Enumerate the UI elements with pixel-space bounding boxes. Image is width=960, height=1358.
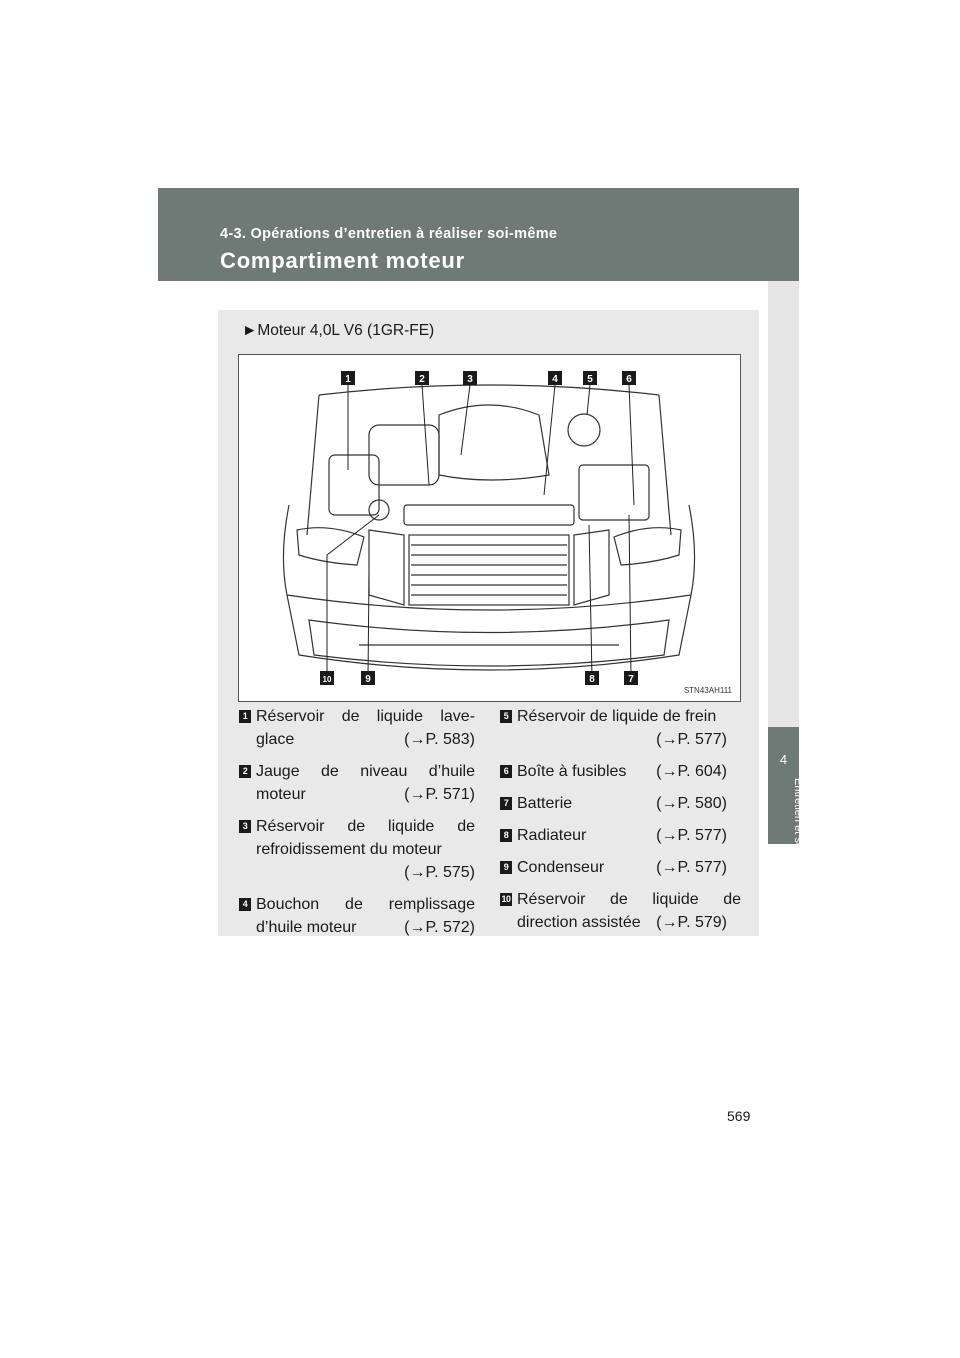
callout-8-label: 8 (589, 674, 595, 685)
item-label-cont: d’huile moteur (256, 919, 357, 936)
page-ref-link[interactable]: (→P. 577) (656, 859, 727, 876)
engine-drawing (239, 355, 740, 701)
callout-4-label: 4 (552, 374, 558, 385)
legend-item-9 (503, 856, 727, 879)
callout-7-label: 7 (628, 674, 634, 685)
callout-9-label: 9 (365, 674, 371, 685)
item-label: Batterie (517, 795, 573, 812)
item-number-badge: 7 (500, 797, 512, 810)
callout-2-label: 2 (419, 374, 425, 385)
page-title: Compartiment moteur (220, 248, 465, 273)
item-label: Condenseur (517, 859, 605, 876)
page-ref-link[interactable]: (→P. 579) (656, 914, 727, 931)
item-number-badge: 3 (239, 820, 251, 833)
item-label: Boîte à fusibles (517, 763, 627, 780)
item-label-cont: moteur (256, 786, 306, 803)
callout-lines (327, 385, 634, 678)
legend-item-1 (242, 705, 475, 751)
item-label: Bouchon de remplissage (256, 896, 475, 913)
item-number-badge: 6 (500, 765, 512, 778)
page-ref-link[interactable]: (→P. 577) (656, 731, 727, 748)
page-ref-link[interactable]: (→P. 572) (404, 919, 475, 936)
item-label: Réservoir de liquide lave- (256, 708, 475, 725)
legend-item-8 (503, 824, 727, 847)
item-number-badge: 10 (501, 894, 511, 904)
page-ref-link[interactable]: (→P. 577) (656, 827, 727, 844)
legend-item-6 (503, 760, 727, 783)
callout-3-label: 3 (467, 374, 473, 385)
legend-item-2 (242, 760, 475, 806)
item-number-badge: 5 (500, 710, 512, 723)
item-label: Radiateur (517, 827, 587, 844)
callout-6-label: 6 (626, 374, 632, 385)
legend-item-3 (242, 815, 475, 884)
chapter-title: Entretien et soins (792, 778, 804, 863)
callout-10-label: 10 (322, 675, 332, 684)
figure-code: STN43AH111 (683, 686, 732, 695)
callout-1-label: 1 (345, 374, 351, 385)
item-label-cont: refroidissement du moteur (256, 841, 442, 858)
legend-item-7 (503, 792, 727, 815)
item-label: Jauge de niveau d’huile (256, 763, 475, 780)
item-number-badge: 1 (239, 710, 251, 723)
legend-list-right (501, 705, 741, 943)
legend-item-10 (501, 888, 741, 934)
engine-variant-heading: ►Moteur 4,0L V6 (1GR-FE) (242, 322, 435, 339)
legend-list-left (242, 705, 475, 948)
item-label-cont: glace (256, 731, 295, 748)
page-ref-link[interactable]: (→P. 580) (656, 795, 727, 812)
item-number-badge: 2 (239, 765, 251, 778)
page-ref-link[interactable]: (→P. 575) (404, 864, 475, 881)
engine-compartment-illustration (238, 354, 741, 702)
vehicle-outline (283, 385, 694, 670)
item-label: Réservoir de liquide de (256, 818, 475, 835)
legend-item-4 (242, 893, 475, 939)
section-header (158, 188, 799, 281)
chapter-number: 4 (779, 752, 788, 767)
callout-badges (320, 371, 638, 685)
item-number-badge: 9 (500, 861, 512, 874)
callout-5-label: 5 (587, 374, 593, 385)
legend-item-5 (503, 705, 727, 751)
page-ref-link[interactable]: (→P. 583) (404, 731, 475, 748)
item-label: Réservoir de liquide de frein (517, 708, 717, 725)
item-label-cont: direction assistée (517, 914, 641, 931)
section-label: 4-3. Opérations d’entretien à réaliser soi-même (220, 226, 558, 242)
item-number-badge: 4 (239, 898, 251, 911)
item-label: Réservoir de liquide de (517, 891, 741, 908)
page-number: 569 (727, 1108, 751, 1124)
page-ref-link[interactable]: (→P. 604) (656, 763, 727, 780)
page-ref-link[interactable]: (→P. 571) (404, 786, 475, 803)
item-number-badge: 8 (500, 829, 512, 842)
